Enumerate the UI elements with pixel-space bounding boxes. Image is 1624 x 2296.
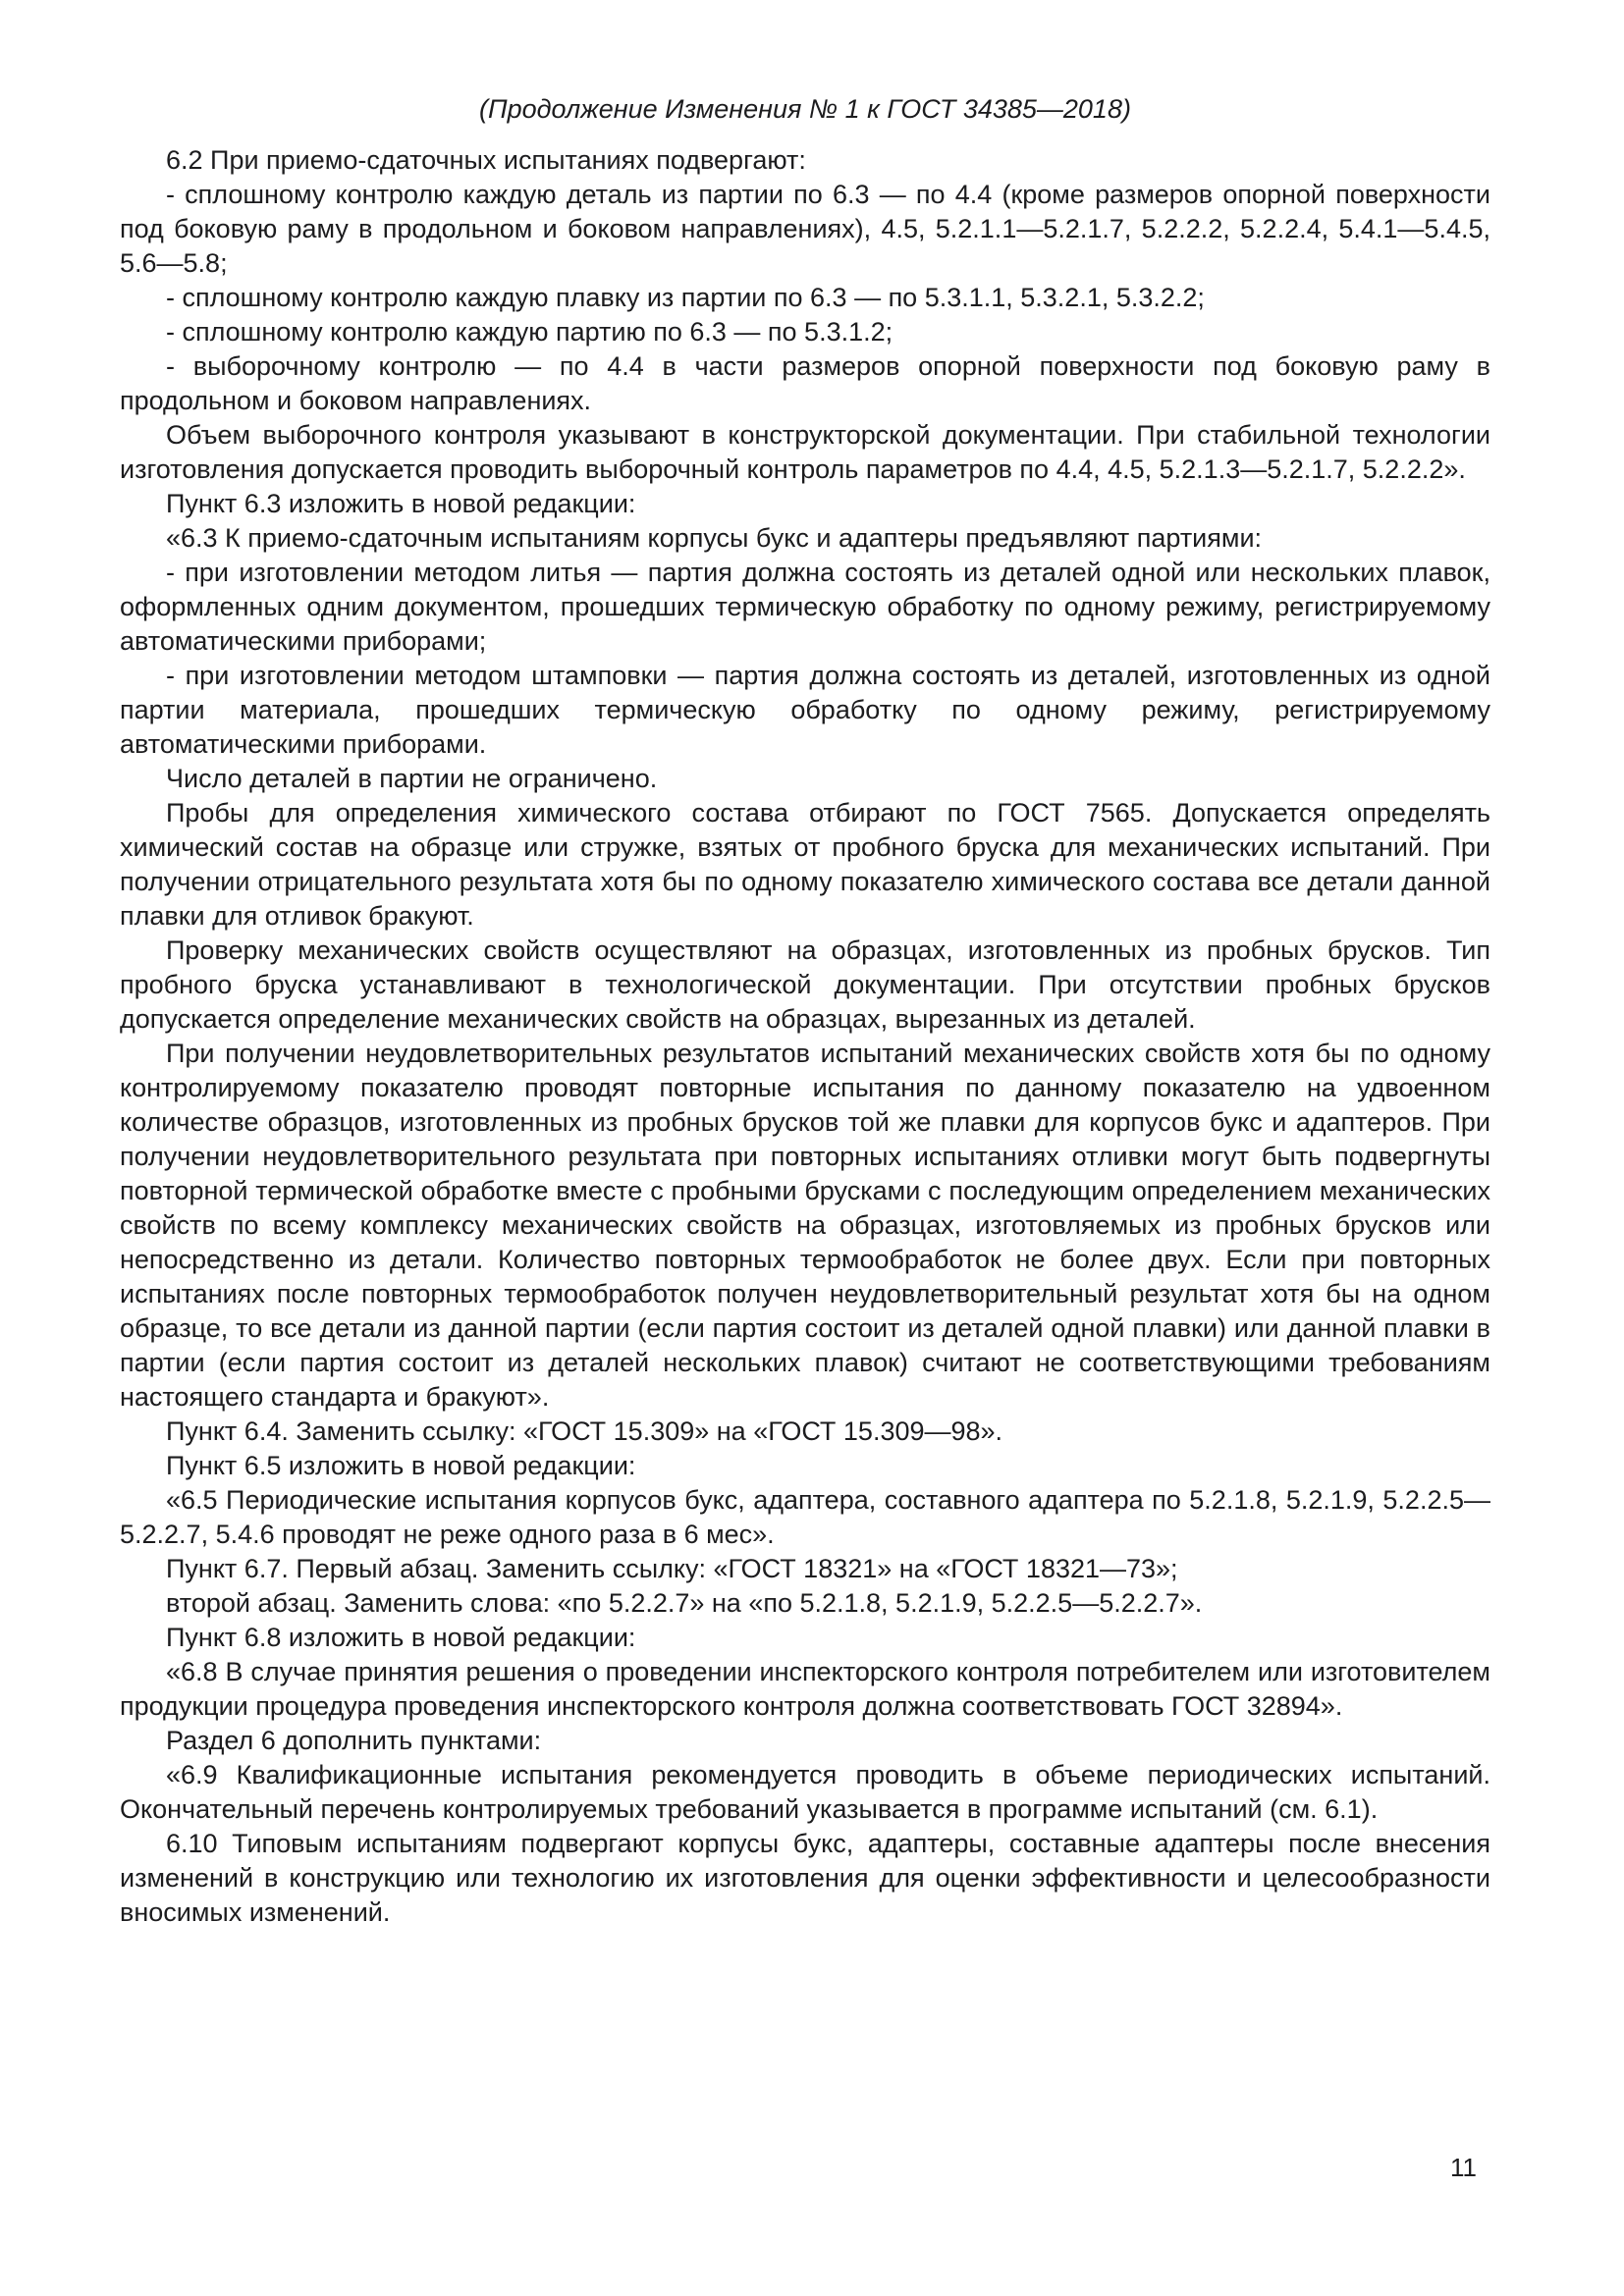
document-body <box>120 143 1490 1930</box>
paragraph: второй абзац. Заменить слова: «по 5.2.2.7» на «по 5.2.1.8, 5.2.1.9, 5.2.2.5—5.2.2.7». <box>166 1588 1203 1618</box>
paragraph: Пункт 6.3 изложить в новой редакции: <box>166 489 636 518</box>
page-number: 11 <box>1450 2153 1477 2182</box>
continuation-header: (Продолжение Изменения № 1 к ГОСТ 34385—2018) <box>479 94 1131 124</box>
paragraph: - сплошному контролю каждую плавку из партии по 6.3 — по 5.3.1.1, 5.3.2.1, 5.3.2.2; <box>166 283 1205 312</box>
paragraph: Объем выборочного контроля указывают в конструкторской документации. При стабильной технологии изготовления допускается проводить выборочный контроль параметров по 4.4, 4.5, 5.2.1.3—5.2.1.7, 5.2.2.2». <box>120 420 1490 484</box>
paragraph: Пробы для определения химического состава отбирают по ГОСТ 7565. Допускается определять химический состав на образце или стружке, взятых от пробного бруска для механических испытаний. При получении отрицательного результата хотя бы по одному показателю химического состава все детали данной плавки для отливок бракуют. <box>120 798 1490 931</box>
paragraph: Проверку механических свойств осуществляют на образцах, изготовленных из пробных брусков. Тип пробного бруска устанавливают в технологической документации. При отсутствии пробных брусков допускается определение механических свойств на образцах, вырезанных из деталей. <box>120 935 1490 1034</box>
paragraph: 6.2 При приемо-сдаточных испытаниях подвергают: <box>166 145 806 175</box>
paragraph: Число деталей в партии не ограничено. <box>166 764 658 793</box>
paragraph: Пункт 6.5 изложить в новой редакции: <box>166 1451 636 1480</box>
paragraph: - при изготовлении методом штамповки — партия должна состоять из деталей, изготовленных из одной партии материала, прошедших термическую обработку по одному режиму, регистрируемому автоматическими приборами. <box>120 661 1490 759</box>
paragraph: 6.10 Типовым испытаниям подвергают корпусы букс, адаптеры, составные адаптеры после внесения изменений в конструкцию или технологию их изготовления для оценки эффективности и целесообразности вносимых изменений. <box>120 1829 1490 1927</box>
paragraph: Пункт 6.8 изложить в новой редакции: <box>166 1623 636 1652</box>
paragraph: «6.8 В случае принятия решения о проведении инспекторского контроля потребителем или изготовителем продукции процедура проведения инспекторского контроля должна соответствовать ГОСТ 32894». <box>120 1657 1490 1721</box>
paragraph: - при изготовлении методом литья — партия должна состоять из деталей одной или нескольких плавок, оформленных одним документом, прошедших термическую обработку по одному режиму, регистрируемому автоматическими приборами; <box>120 558 1490 656</box>
paragraph: «6.9 Квалификационные испытания рекомендуется проводить в объеме периодических испытаний. Окончательный перечень контролируемых требований указывается в программе испытаний (см. 6.1). <box>120 1760 1490 1824</box>
paragraph: - сплошному контролю каждую партию по 6.3 — по 5.3.1.2; <box>166 317 893 347</box>
paragraph: Раздел 6 дополнить пунктами: <box>166 1726 542 1755</box>
paragraph: «6.5 Периодические испытания корпусов букс, адаптера, составного адаптера по 5.2.1.8, 5.2.1.9, 5.2.2.5—5.2.2.7, 5.4.6 проводят не реже одного раза в 6 мес». <box>120 1485 1490 1549</box>
paragraph: Пункт 6.4. Заменить ссылку: «ГОСТ 15.309» на «ГОСТ 15.309—98». <box>166 1416 1003 1446</box>
paragraph: - сплошному контролю каждую деталь из партии по 6.3 — по 4.4 (кроме размеров опорной поверхности под боковую раму в продольном и боковом направлениях), 4.5, 5.2.1.1—5.2.1.7, 5.2.2.2, 5.2.2.4, 5.4.1—5.4.5, 5.6—5.8; <box>120 180 1490 278</box>
paragraph: «6.3 К приемо-сдаточным испытаниям корпусы букс и адаптеры предъявляют партиями: <box>166 523 1263 553</box>
paragraph: - выборочному контролю — по 4.4 в части размеров опорной поверхности под боковую раму в продольном и боковом направлениях. <box>120 351 1490 415</box>
paragraph: При получении неудовлетворительных результатов испытаний механических свойств хотя бы по одному контролируемому показателю проводят повторные испытания по данному показателю на удвоенном количестве образцов, изготовленных из пробных брусков той же плавки для корпусов букс и адаптеров. При получении неудовлетворительного результата при повторных испытаниях отливки могут быть подвергнуты повторной термической обработке вместе с пробными брусками с последующим определением механических свойств по всему комплексу механических свойств на образцах, изготовляемых из пробных брусков или непосредственно из детали. Количество повторных термообработок не более двух. Если при повторных испытаниях после повторных термообработок получен неудовлетворительный результат хотя бы на одном образце, то все детали из данной партии (если партия состоит из деталей одной плавки) или данной плавки в партии (если партия состоит из деталей нескольких плавок) считают не соответствующими требованиям настоящего стандарта и бракуют». <box>120 1039 1490 1412</box>
paragraph: Пункт 6.7. Первый абзац. Заменить ссылку: «ГОСТ 18321» на «ГОСТ 18321—73»; <box>166 1554 1178 1583</box>
